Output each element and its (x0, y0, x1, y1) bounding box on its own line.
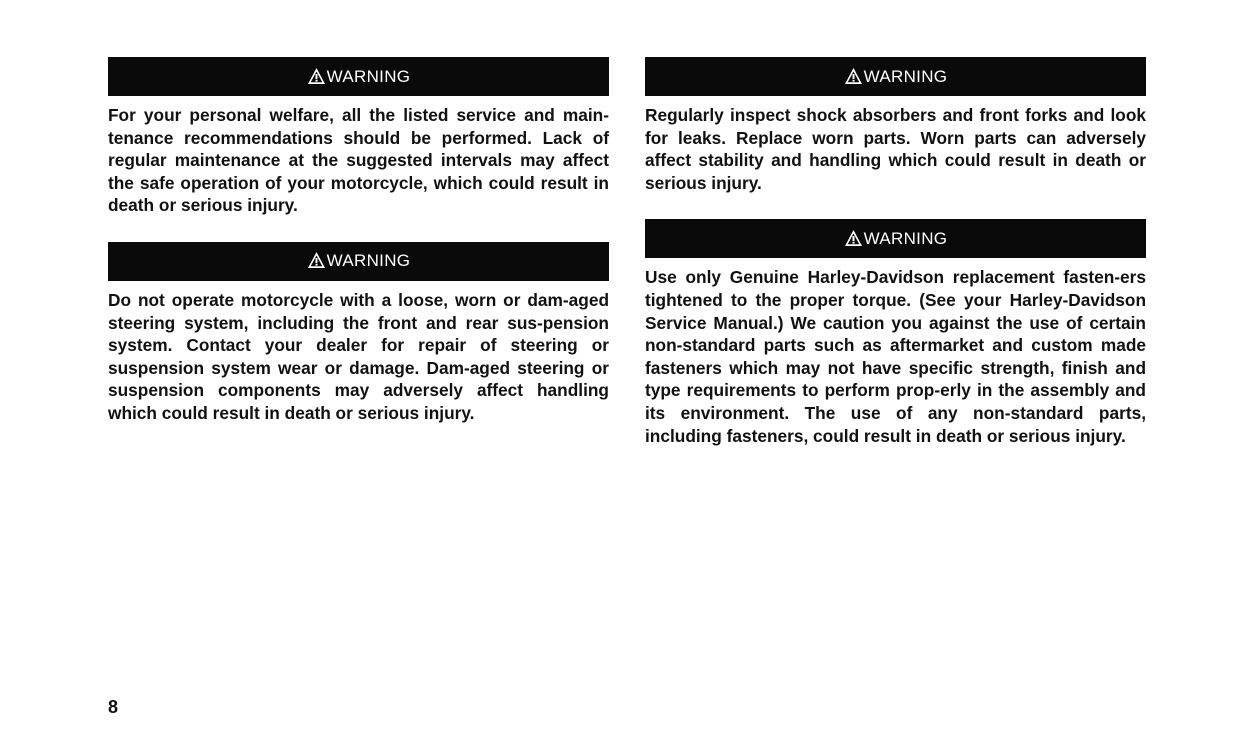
warning-title: WARNING (863, 228, 948, 248)
warning-text: For your personal welfare, all the listed service and main-tenance recommendations should be performed. Lack of regular maintenance at the suggested intervals may affect the safe operation of your motorcycle, which could result in death or serious injury. (108, 105, 609, 216)
warning-block (108, 57, 609, 217)
warning-triangle-icon (307, 67, 326, 85)
warning-header (645, 219, 1146, 258)
warning-text: Do not operate motorcycle with a loose, worn or dam-aged steering system, including the front and rear sus-pension system. Contact your dealer for repair of steering or suspension system wear or damage. Dam-aged steering or suspension components may adversely affect handling which could result in death or serious injury. (108, 289, 609, 423)
warning-block (108, 242, 609, 425)
warning-header (108, 57, 609, 96)
right-column (645, 57, 1146, 472)
warning-title: WARNING (863, 66, 948, 86)
warning-text: Regularly inspect shock absorbers and front forks and look for leaks. Replace worn parts. Worn parts can adversely affect stability and handling which could result in death or serious injury. (645, 105, 1146, 193)
warning-title: WARNING (326, 66, 411, 86)
warning-text: Use only Genuine Harley-Davidson replacement fasten-ers tightened to the proper torque. (See your Harley-Davidson Service Manual.) We caution you against the use of certain non-standard parts such as aftermarket and custom made fasteners which may not have specific strength, finish and type requirements to perform prop-erly in the assembly and its environment. The use of any non-standard parts, including fasteners, could result in death or serious injury. (645, 267, 1146, 446)
warning-title: WARNING (326, 251, 411, 271)
page-number: 8 (108, 697, 119, 717)
warning-block (645, 57, 1146, 194)
warning-header (645, 57, 1146, 96)
warning-block (645, 219, 1146, 447)
left-column (108, 57, 609, 450)
warning-triangle-icon (844, 67, 863, 85)
warning-triangle-icon (307, 251, 326, 269)
warning-header (108, 242, 609, 281)
warning-triangle-icon (844, 229, 863, 247)
